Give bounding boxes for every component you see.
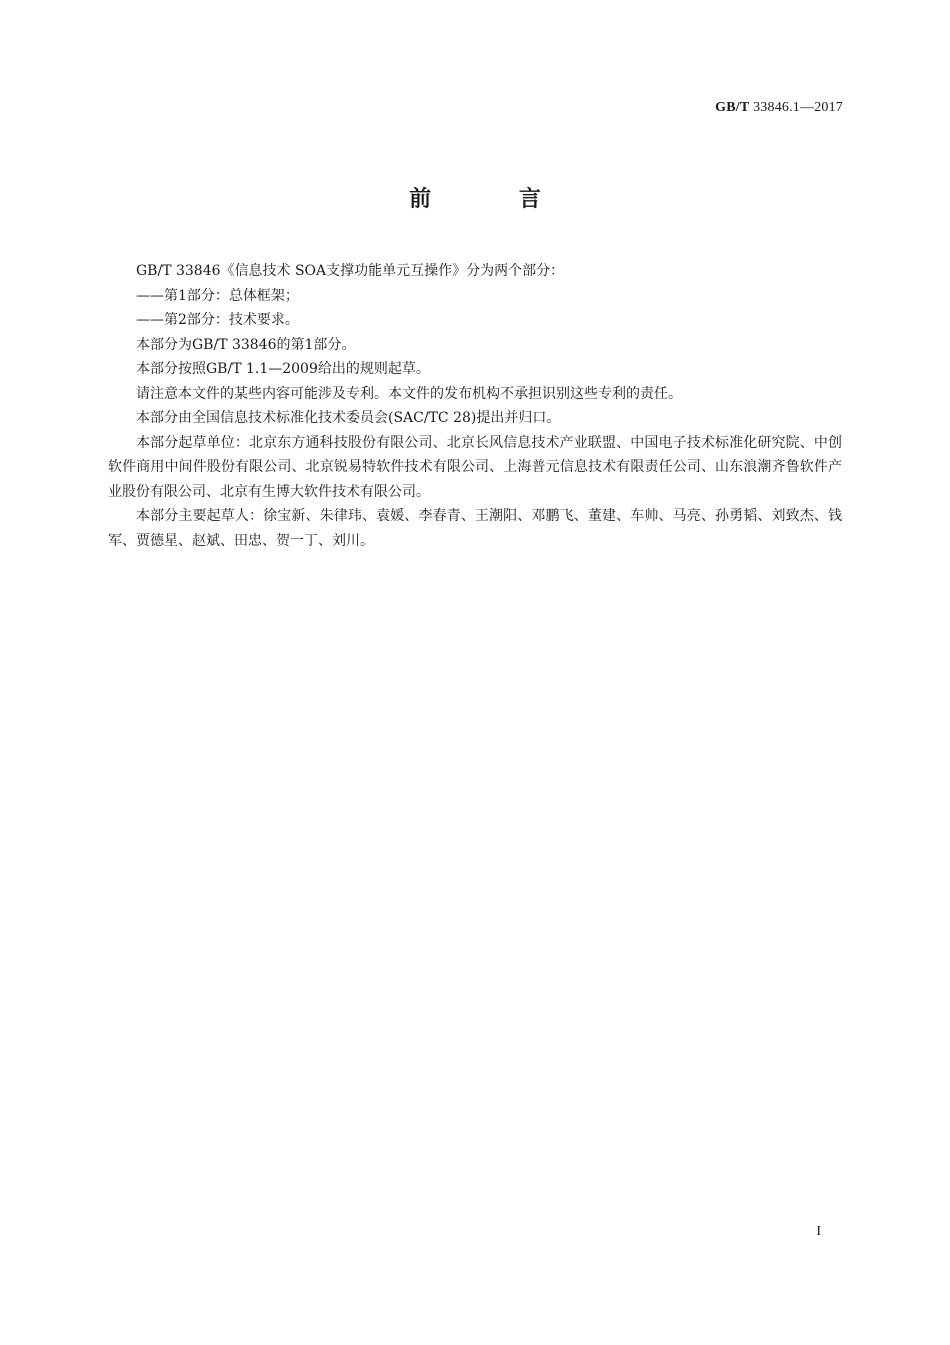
paragraph-drafting-units: 本部分起草单位：北京东方通科技股份有限公司、北京长风信息技术产业联盟、中国电子技术标准化研究院、中创软件商用中间件股份有限公司、北京锐易特软件技术有限公司、上海普元信息技术有限责任公司、山东浪潮齐鲁软件产业股份有限公司、北京有生博大软件技术有限公司。 — [108, 434, 842, 500]
paragraph-patent-notice: 请注意本文件的某些内容可能涉及专利。本文件的发布机构不承担识别这些专利的责任。 — [136, 385, 682, 402]
paragraph-this-part: 本部分为GB/T 33846的第1部分。 — [136, 336, 356, 353]
paragraph-drafting-rules: 本部分按照GB/T 1.1—2009给出的规则起草。 — [136, 361, 430, 377]
standard-id: 33846.1—2017 — [753, 100, 843, 115]
standard-number — [715, 100, 843, 116]
page-number: I — [816, 1224, 821, 1239]
paragraph-series-intro: GB/T 33846《信息技术 SOA支撑功能单元互操作》分为两个部分： — [136, 263, 565, 279]
page-title: 前 言 — [409, 187, 581, 212]
foreword-body — [108, 259, 842, 553]
paragraph-part-2: ——第2部分：技术要求。 — [136, 312, 299, 328]
standard-code: GB/T — [715, 100, 750, 115]
paragraph-proposed-by: 本部分由全国信息技术标准化技术委员会(SAC/TC 28)提出并归口。 — [136, 410, 561, 426]
paragraph-part-1: ——第1部分：总体框架； — [136, 287, 299, 304]
paragraph-drafters: 本部分主要起草人：徐宝新、朱律玮、袁媛、李春青、王潮阳、邓鹏飞、董建、车帅、马亮、孙勇韬、刘致杰、钱军、贾德星、赵斌、田忠、贺一丁、刘川。 — [108, 508, 842, 549]
